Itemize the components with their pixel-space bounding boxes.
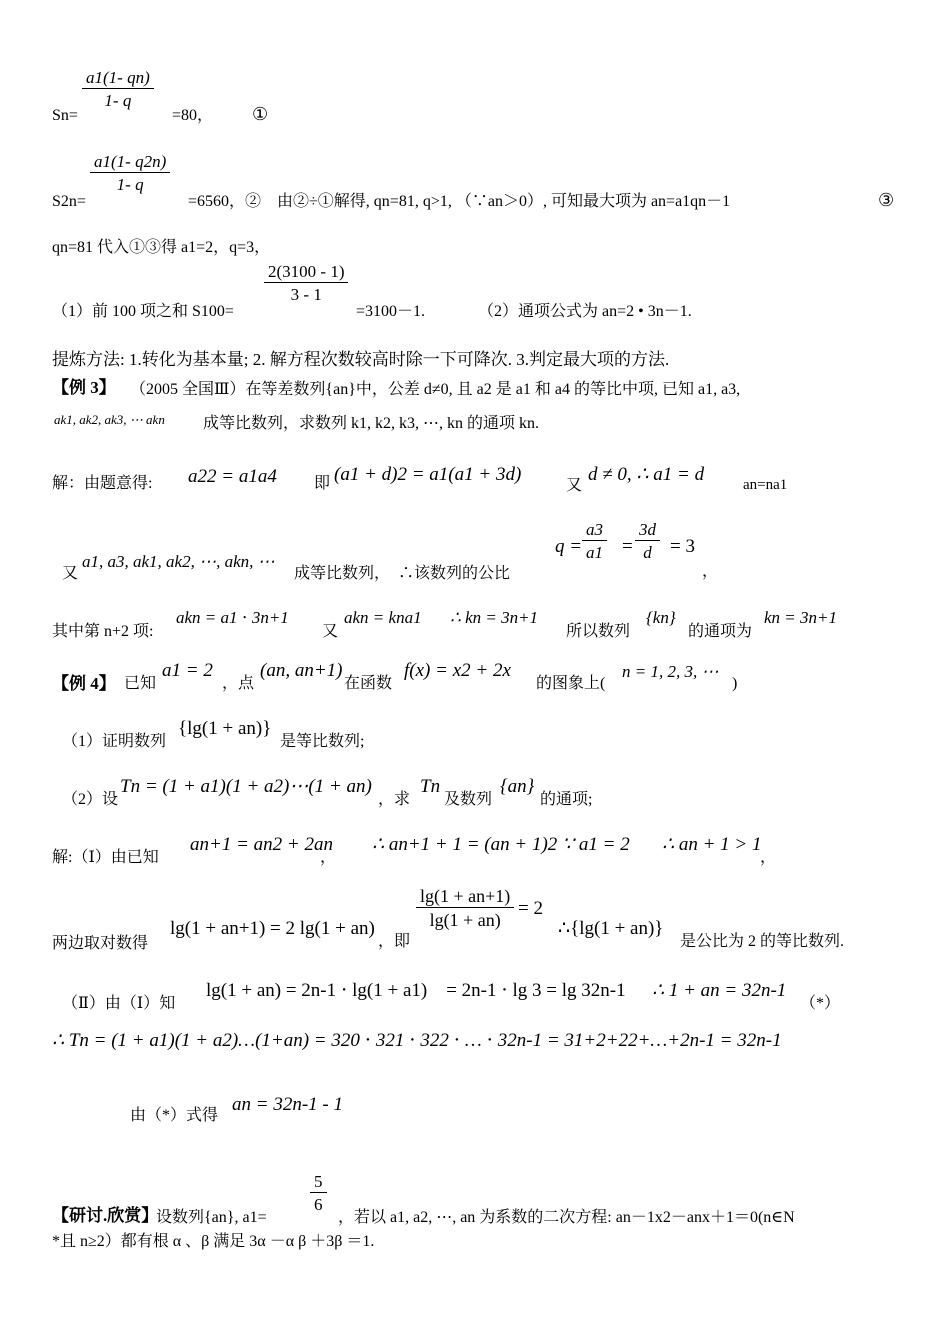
comma-1: ， bbox=[320, 849, 337, 866]
a1-frac-den: 6 bbox=[314, 1195, 323, 1214]
substitution-line: qn=81 代入①③得 a1=2，q=3， bbox=[52, 239, 271, 256]
discussion-text-1: 设数列{an}, a1= bbox=[156, 1209, 267, 1226]
part-one-sum: （1）前 100 项之和 S100= bbox=[52, 303, 234, 320]
eq-1-plus-an: ∴ 1 + an = 32n-1 bbox=[652, 980, 787, 1001]
q-comma: ， bbox=[702, 563, 719, 580]
discussion-tag: 【研讨.欣赏】 bbox=[52, 1206, 159, 1225]
sn-label: Sn= bbox=[52, 107, 78, 124]
eq-lg-sequence: {lg(1 + an)} bbox=[178, 718, 272, 739]
log-ratio-fraction bbox=[416, 886, 514, 931]
example-3-text: （2005 全国Ⅲ）在等差数列{an}中，公差 d≠0, 且 a2 是 a1 和 a4 的等比中项, 已知 a1, a3, bbox=[130, 381, 741, 398]
a1-frac-num: 5 bbox=[310, 1172, 327, 1193]
q-frac1-den: a1 bbox=[586, 543, 603, 562]
eq-point-an: (an, an+1) bbox=[260, 660, 343, 681]
solution-3-intro: 解：由题意得: bbox=[52, 475, 153, 492]
part-two-intro: （Ⅱ）由（Ⅰ）知 bbox=[62, 995, 176, 1012]
eq-tn-product: Tn = (1 + a1)(1 + a2)⋯(1 + an) bbox=[120, 776, 372, 797]
eq-a2-squared: a22 = a1a4 bbox=[188, 466, 277, 487]
sn-numerator: a1(1- qn) bbox=[82, 68, 154, 89]
example-4-point: ，点 bbox=[222, 675, 255, 692]
ratio-two-text: 是公比为 2 的等比数列. bbox=[680, 933, 845, 950]
eq-akn-value: akn = a1 ⋅ 3n+1 bbox=[176, 608, 289, 627]
eq-an-plus-1-gt-1: ∴ an + 1 > 1 bbox=[662, 834, 762, 855]
q-fraction-2 bbox=[635, 520, 660, 563]
q-frac2-num: 3d bbox=[635, 520, 660, 541]
eq-ratio-equals-2: = 2 bbox=[518, 898, 543, 919]
s100-value: =3100－1. bbox=[356, 303, 426, 320]
q-frac1-num: a3 bbox=[582, 520, 607, 541]
eq-recurrence-2: ∴ an+1 + 1 = (an + 1)2 ∵ a1 = 2 bbox=[372, 834, 630, 855]
an-equals-na1: an=na1 bbox=[743, 477, 788, 493]
s2n-denominator: 1- q bbox=[116, 175, 144, 194]
example-3-subsequence: ak1, ak2, ak3, ⋯ akn bbox=[54, 412, 165, 427]
s100-numerator: 2(3100 - 1) bbox=[264, 262, 348, 283]
solution-4-intro: 解:（Ⅰ）由已知 bbox=[52, 849, 159, 866]
q-frac2-den: d bbox=[643, 543, 652, 562]
eq-geometric-terms: a1, a3, ak1, ak2, ⋯, akn, ⋯ bbox=[82, 552, 275, 571]
eq-function-fx: f(x) = x2 + 2x bbox=[404, 660, 511, 681]
log-ratio-den: lg(1 + an) bbox=[429, 910, 501, 930]
term-n-plus-2-text: 其中第 n+2 项: bbox=[52, 623, 154, 640]
question-2-and: 及数列 bbox=[444, 791, 493, 808]
q-result: = 3 bbox=[670, 536, 695, 557]
question-1-end: 是等比数列; bbox=[280, 733, 365, 750]
q-eq: = bbox=[622, 536, 633, 557]
example-4-graph: 的图象上( bbox=[536, 675, 606, 692]
example-4-given: 已知 bbox=[124, 675, 157, 692]
example-3-text-continued: 成等比数列，求数列 k1, k2, k3, ⋯, kn 的通项 kn. bbox=[203, 415, 540, 432]
s2n-label: S2n= bbox=[52, 193, 86, 210]
circle-three-mark: ③ bbox=[878, 190, 895, 210]
eq-log-relation: lg(1 + an+1) = 2 lg(1 + an) bbox=[170, 918, 375, 939]
eq-a1-equals-2: a1 = 2 bbox=[162, 660, 213, 681]
sn-fraction bbox=[82, 68, 154, 111]
s2n-numerator: a1(1- q2n) bbox=[90, 152, 170, 173]
question-2-ask: ，求 bbox=[378, 791, 411, 808]
circle-one-mark: ① bbox=[252, 104, 269, 124]
example-4-close: ) bbox=[732, 675, 738, 692]
example-4-function: 在函数 bbox=[344, 675, 393, 692]
eq-recurrence: an+1 = an2 + 2an bbox=[190, 834, 333, 855]
eq-tn: Tn bbox=[420, 776, 441, 797]
text-ji: 即 bbox=[314, 475, 331, 492]
question-2-text: （2）设 bbox=[62, 791, 119, 808]
discussion-text-2: ，若以 a1, a2, ⋯, an 为系数的二次方程: an－1x2－anx＋1＝0(n∈N bbox=[338, 1209, 795, 1226]
text-you-2: 又 bbox=[62, 565, 79, 582]
text-you-3: 又 bbox=[322, 623, 339, 640]
eq-d-nonzero: d ≠ 0, ∴ a1 = d bbox=[588, 464, 705, 485]
eq-akn-kna1: akn = kna1 bbox=[344, 608, 422, 627]
so-sequence-text: 所以数列 bbox=[566, 623, 631, 640]
eq-an-general: an = 32n-1 - 1 bbox=[232, 1094, 343, 1115]
q-lhs: q = bbox=[555, 536, 583, 557]
general-term-text: 的通项为 bbox=[688, 623, 753, 640]
method-summary: 提炼方法: 1.转化为基本量; 2. 解方程次数较高时除一下可降次. 3.判定最大项的方法. bbox=[52, 350, 670, 369]
example-4-tag: 【例 4】 bbox=[52, 674, 116, 693]
s100-denominator: 3 - 1 bbox=[290, 285, 322, 304]
question-1-text: （1）证明数列 bbox=[62, 733, 167, 750]
eq-a1-plus-d: (a1 + d)2 = a1(a1 + 3d) bbox=[334, 464, 522, 485]
eq-n-range: n = 1, 2, 3, ⋯ bbox=[622, 662, 719, 681]
eq-an-set: {an} bbox=[500, 776, 535, 797]
part-two-general-term: （2）通项公式为 an=2 • 3n－1. bbox=[478, 303, 692, 320]
s2n-statement: =6560，② 由②÷①解得, qn=81, q>1, （∵an＞0）, 可知最大项为 an=a1qn－1 bbox=[188, 193, 731, 210]
eq-kn-set: {kn} bbox=[646, 608, 676, 627]
question-2-end: 的通项; bbox=[540, 791, 593, 808]
star-mark: （*） bbox=[800, 995, 841, 1012]
ratio-text: 成等比数列， ∴该数列的公比 bbox=[294, 565, 511, 582]
log-text: 两边取对数得 bbox=[52, 935, 149, 952]
sn-value: =80， bbox=[172, 107, 214, 124]
a1-fraction bbox=[310, 1172, 327, 1215]
example-3-tag: 【例 3】 bbox=[52, 378, 116, 397]
eq-lg-power: lg(1 + an) = 2n-1 ⋅ lg(1 + a1) = 2n-1 ⋅ lg 3 = lg 32n-1 bbox=[206, 980, 626, 1001]
q-fraction-1 bbox=[582, 520, 607, 563]
log-ratio-num: lg(1 + an+1) bbox=[416, 886, 514, 908]
sn-denominator: 1- q bbox=[104, 91, 132, 110]
eq-tn-value: ∴ Tn = (1 + a1)(1 + a2)…(1+an) = 320 ⋅ 321 ⋅ 322 ⋅ … ⋅ 32n-1 = 31+2+22+…+2n-1 = 32n-1 bbox=[52, 1030, 782, 1051]
eq-therefore-lg: ∴{lg(1 + an)} bbox=[558, 918, 664, 939]
discussion-text-3: *且 n≥2）都有根 α 、β 满足 3α －α β ＋3β ＝1. bbox=[52, 1233, 375, 1250]
eq-kn-general: kn = 3n+1 bbox=[764, 608, 837, 627]
s2n-fraction bbox=[90, 152, 170, 195]
s100-fraction bbox=[264, 262, 348, 305]
eq-kn-value: ∴ kn = 3n+1 bbox=[450, 608, 539, 627]
from-star-text: 由（*）式得 bbox=[130, 1107, 219, 1124]
text-you: 又 bbox=[566, 477, 583, 494]
namely-text: ，即 bbox=[378, 933, 411, 950]
comma-2: ， bbox=[760, 849, 777, 866]
